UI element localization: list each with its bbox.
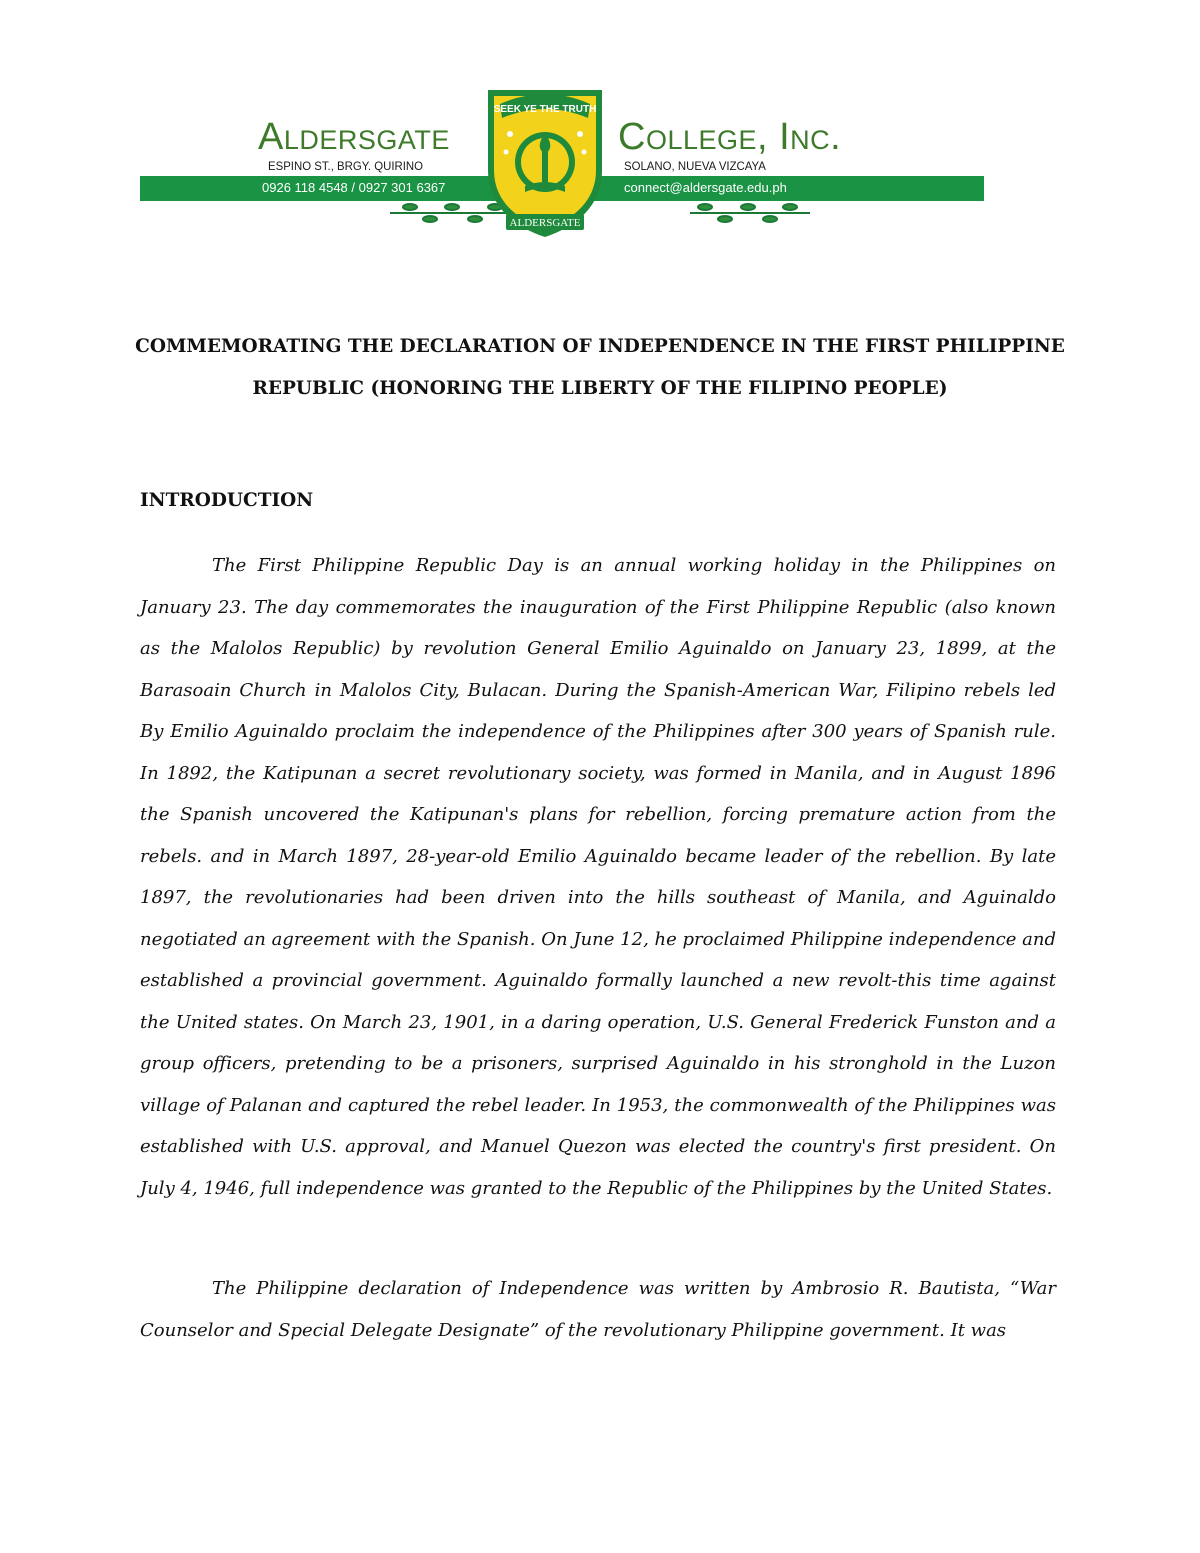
address-street: ESPINO ST., BRGY. QUIRINO [268, 159, 423, 173]
address-city: SOLANO, NUEVA VIZCAYA [624, 159, 766, 173]
section-heading-introduction: INTRODUCTION [140, 490, 314, 511]
paragraph: The First Philippine Republic Day is an annual working holiday in the Philippines on January 23. The day commemorates the inauguration of the First Philippine Republic (also known as the Malolos Republic) by revolution General Emilio Aguinaldo on January 23, 1899, at the Barasoain Church in Malolos City, Bulacan. During the Spanish-American War, Filipino rebels led By Emilio Aguinaldo proclaim the independence of the Philippines after 300 years of Spanish rule. In 1892, the Katipunan a secret revolutionary society, was formed in Manila, and in August 1896 the Spanish uncovered the Katipunan's plans for rebellion, forcing premature action from the rebels. and in March 1897, 28-year-old Emilio Aguinaldo became leader of the rebellion. By late 1897, the revolutionaries had been driven into the hills southeast of Manila, and Aguinaldo negotiated an agreement with the Spanish. On June 12, he proclaimed Philippine independence and established a provincial government. Aguinaldo formally launched a new revolt-this time against the United states. On March 23, 1901, in a daring operation, U.S. General Frederick Funston and a group officers, pretending to be a prisoners, surprised Aguinaldo in his stronghold in the Luzon village of Palanan and captured the rebel leader. In 1953, the commonwealth of the Philippines was established with U.S. approval, and Manuel Quezon was elected the country's first president. On July 4, 1946, full independence was granted to the Republic of the Philippines by the United States. [140, 555, 1056, 1199]
college-seal-logo [470, 82, 620, 242]
college-name-right: College, Inc. [618, 116, 842, 158]
svg-text:ALDERSGATE: ALDERSGATE [509, 217, 581, 229]
paragraph: The Philippine declaration of Independence was written by Ambrosio R. Bautista, “War Counselor and Special Delegate Designate” of the revolutionary Philippine government. It was [140, 1278, 1056, 1341]
college-name-left: Aldersgate [258, 116, 450, 158]
phone-numbers: 0926 118 4548 / 0927 301 6367 [262, 180, 446, 195]
document-title: COMMEMORATING THE DECLARATION OF INDEPENDENCE IN THE FIRST PHILIPPINE REPUBLIC (HONORING THE LIBERTY OF THE FILIPINO PEOPLE) [135, 336, 1065, 399]
svg-text:SEEK YE THE TRUTH: SEEK YE THE TRUTH [493, 104, 597, 115]
email-address: connect@aldersgate.edu.ph [624, 180, 787, 195]
letterhead [0, 0, 1200, 250]
